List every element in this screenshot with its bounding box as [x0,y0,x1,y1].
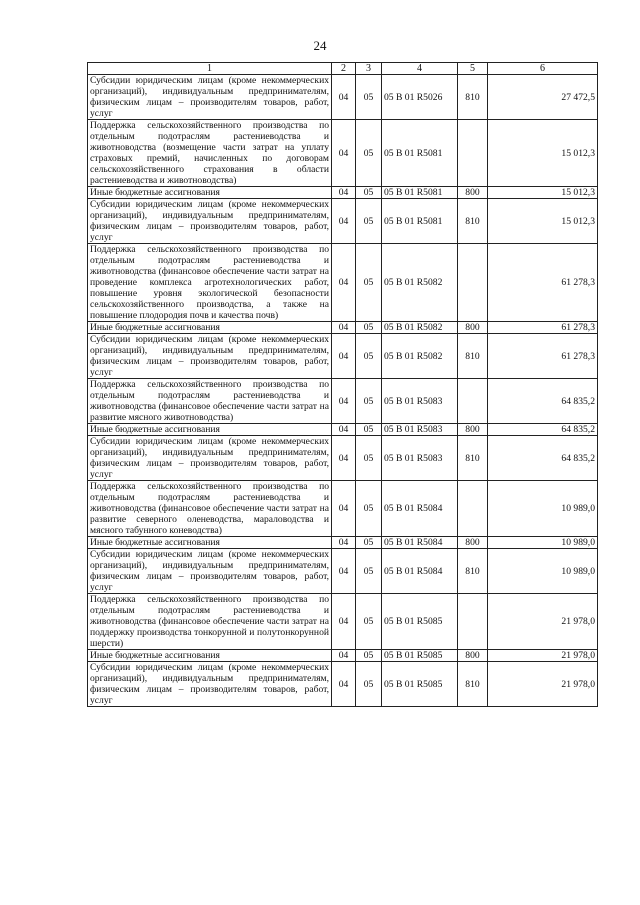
row-target-code: 05 B 01 R5083 [382,379,458,424]
header-col-2: 2 [332,63,356,75]
row-expense-type [458,379,488,424]
row-section: 04 [332,594,356,650]
row-expense-type: 810 [458,662,488,707]
row-description: Поддержка сельскохозяйственного производства по отдельным подотраслям растениеводства и животноводства (финансовое обеспечение части затрат на проведение комплекса агротехнологических работ, повышение уровня экологической безопасности сельскохозяйственного производства, а также на повышение плодородия почв и качества почв) [88,244,332,322]
row-section: 04 [332,120,356,187]
row-expense-type: 800 [458,424,488,436]
header-row [88,63,598,75]
row-amount: 61 278,3 [488,334,598,379]
row-section: 04 [332,75,356,120]
table-row [88,199,598,244]
row-section: 04 [332,549,356,594]
row-amount: 21 978,0 [488,662,598,707]
row-subsection: 05 [356,594,382,650]
row-description: Иные бюджетные ассигнования [88,322,332,334]
row-amount: 61 278,3 [488,244,598,322]
row-target-code: 05 B 01 R5084 [382,549,458,594]
row-amount: 10 989,0 [488,549,598,594]
row-section: 04 [332,187,356,199]
header-col-1: 1 [88,63,332,75]
row-section: 04 [332,322,356,334]
table-row [88,379,598,424]
row-section: 04 [332,244,356,322]
row-description: Поддержка сельскохозяйственного производства по отдельным подотраслям растениеводства и животноводства (возмещение части затрат на уплату страховых премий, начисленных по договорам сельскохозяйственного страхования в области растениеводства и животноводства) [88,120,332,187]
header-col-3: 3 [356,63,382,75]
table-row [88,537,598,549]
row-expense-type: 800 [458,537,488,549]
row-subsection: 05 [356,549,382,594]
row-description: Иные бюджетные ассигнования [88,424,332,436]
table-row [88,75,598,120]
row-section: 04 [332,662,356,707]
row-target-code: 05 B 01 R5082 [382,334,458,379]
table-row [88,187,598,199]
table-row [88,549,598,594]
row-expense-type [458,244,488,322]
row-expense-type: 810 [458,436,488,481]
row-subsection: 05 [356,75,382,120]
row-subsection: 05 [356,436,382,481]
row-subsection: 05 [356,244,382,322]
row-expense-type [458,594,488,650]
row-subsection: 05 [356,662,382,707]
row-description: Иные бюджетные ассигнования [88,187,332,199]
row-section: 04 [332,424,356,436]
row-description: Иные бюджетные ассигнования [88,650,332,662]
table-row [88,244,598,322]
row-amount: 64 835,2 [488,424,598,436]
row-expense-type: 810 [458,199,488,244]
row-amount: 64 835,2 [488,436,598,481]
table-row [88,322,598,334]
row-description: Субсидии юридическим лицам (кроме некоммерческих организаций), индивидуальным предпринимателям, физическим лицам – производителям товаров, работ, услуг [88,549,332,594]
row-amount: 21 978,0 [488,650,598,662]
row-amount: 61 278,3 [488,322,598,334]
row-target-code: 05 B 01 R5081 [382,120,458,187]
row-amount: 10 989,0 [488,481,598,537]
row-expense-type [458,120,488,187]
row-subsection: 05 [356,334,382,379]
row-expense-type: 800 [458,187,488,199]
budget-table [87,62,598,707]
row-subsection: 05 [356,120,382,187]
row-target-code: 05 B 01 R5085 [382,594,458,650]
row-description: Поддержка сельскохозяйственного производства по отдельным подотраслям растениеводства и животноводства (финансовое обеспечение части затрат на развитие мясного животноводства) [88,379,332,424]
row-section: 04 [332,537,356,549]
table-row [88,662,598,707]
row-subsection: 05 [356,379,382,424]
row-section: 04 [332,199,356,244]
row-section: 04 [332,650,356,662]
page-number: 24 [313,38,327,53]
row-expense-type: 810 [458,549,488,594]
table-row [88,650,598,662]
table-row [88,120,598,187]
row-description: Иные бюджетные ассигнования [88,537,332,549]
row-amount: 15 012,3 [488,120,598,187]
row-amount: 21 978,0 [488,594,598,650]
row-amount: 27 472,5 [488,75,598,120]
header-col-5: 5 [458,63,488,75]
row-expense-type: 800 [458,650,488,662]
row-description: Субсидии юридическим лицам (кроме некоммерческих организаций), индивидуальным предпринимателям, физическим лицам – производителям товаров, работ, услуг [88,75,332,120]
row-target-code: 05 B 01 R5085 [382,650,458,662]
row-subsection: 05 [356,537,382,549]
row-subsection: 05 [356,322,382,334]
row-amount: 64 835,2 [488,379,598,424]
row-subsection: 05 [356,481,382,537]
row-target-code: 05 B 01 R5081 [382,187,458,199]
row-amount: 15 012,3 [488,199,598,244]
header-col-6: 6 [488,63,598,75]
row-target-code: 05 B 01 R5082 [382,244,458,322]
row-expense-type: 810 [458,75,488,120]
row-target-code: 05 B 01 R5085 [382,662,458,707]
row-expense-type: 810 [458,334,488,379]
row-target-code: 05 B 01 R5083 [382,424,458,436]
table-row [88,436,598,481]
row-description: Субсидии юридическим лицам (кроме некоммерческих организаций), индивидуальным предпринимателям, физическим лицам – производителям товаров, работ, услуг [88,662,332,707]
row-description: Субсидии юридическим лицам (кроме некоммерческих организаций), индивидуальным предпринимателям, физическим лицам – производителям товаров, работ, услуг [88,199,332,244]
row-expense-type [458,481,488,537]
table-row [88,594,598,650]
row-description: Субсидии юридическим лицам (кроме некоммерческих организаций), индивидуальным предпринимателям, физическим лицам – производителям товаров, работ, услуг [88,334,332,379]
row-amount: 15 012,3 [488,187,598,199]
row-subsection: 05 [356,199,382,244]
row-target-code: 05 B 01 R5084 [382,537,458,549]
row-amount: 10 989,0 [488,537,598,549]
row-description: Субсидии юридическим лицам (кроме некоммерческих организаций), индивидуальным предпринимателям, физическим лицам – производителям товаров, работ, услуг [88,436,332,481]
row-subsection: 05 [356,187,382,199]
row-target-code: 05 B 01 R5081 [382,199,458,244]
row-section: 04 [332,334,356,379]
row-section: 04 [332,481,356,537]
row-subsection: 05 [356,650,382,662]
row-section: 04 [332,436,356,481]
row-target-code: 05 B 01 R5084 [382,481,458,537]
row-target-code: 05 B 01 R5083 [382,436,458,481]
row-subsection: 05 [356,424,382,436]
row-target-code: 05 B 01 R5026 [382,75,458,120]
header-col-4: 4 [382,63,458,75]
row-expense-type: 800 [458,322,488,334]
table-row [88,334,598,379]
row-description: Поддержка сельскохозяйственного производства по отдельным подотраслям растениеводства и животноводства (финансовое обеспечение части затрат на развитие северного оленеводства, мараловодства и мясного табунного коневодства) [88,481,332,537]
table-row [88,481,598,537]
row-target-code: 05 B 01 R5082 [382,322,458,334]
row-section: 04 [332,379,356,424]
row-description: Поддержка сельскохозяйственного производства по отдельным подотраслям растениеводства и животноводства (финансовое обеспечение части затрат на поддержку производства тонкорунной и полутонкорунной шерсти) [88,594,332,650]
table-row [88,424,598,436]
